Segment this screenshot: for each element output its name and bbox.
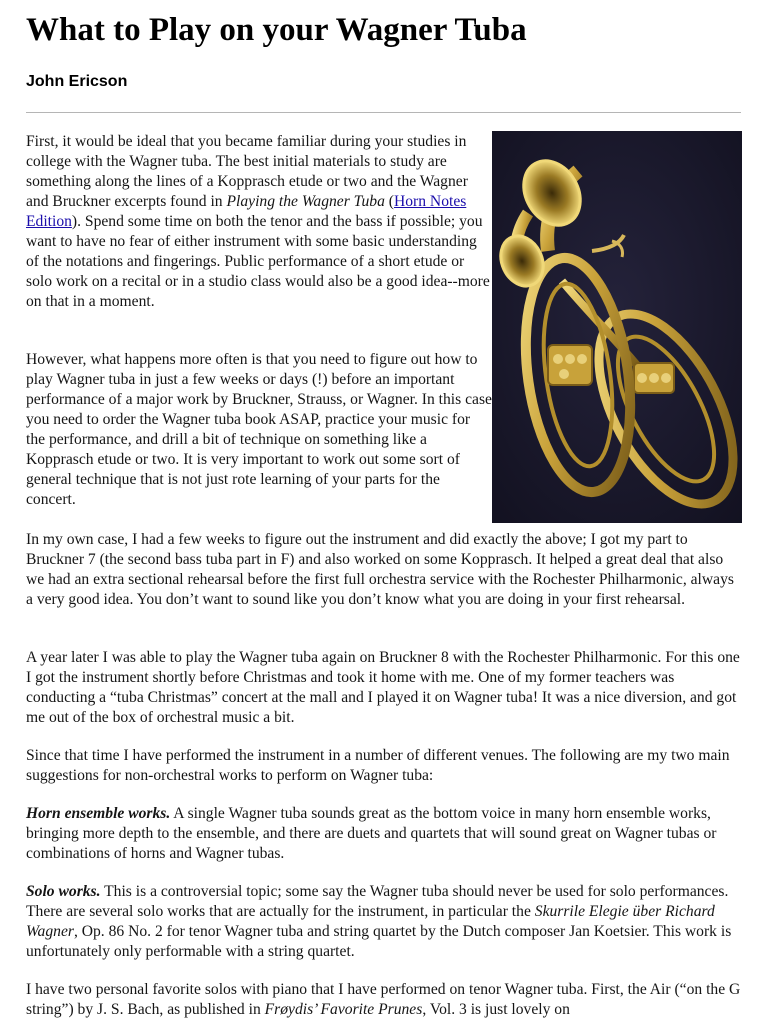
paragraph-intro-text: First, it would be ideal that you became familiar during your studies in college with the Wagner tuba. The best initial materials to study are something along the lines of a Kopprasch etude or two and the Wagner and Bruckner excerpts found in	[26, 133, 468, 210]
paragraph-intro	[26, 132, 492, 312]
book-title-froydis-favorite-prunes: Frøydis’ Favorite Prunes	[264, 1001, 423, 1018]
paragraph-year-later: A year later I was able to play the Wagner tuba again on Bruckner 8 with the Rochester Philharmonic. For this one I got the instrument shortly before Christmas and took it home with me. One of my former teachers was conducting a “tuba Christmas” concert at the mall and I played it on Wagner tuba! It was a nice diversion, and got me out of the box of orchestral music a bit.	[26, 649, 740, 726]
article-title: What to Play on your Wagner Tuba	[26, 12, 527, 48]
horn-ensemble-text: A single Wagner tuba sounds great as the bottom voice in many horn ensemble works, bringing more depth to the ensemble, and there are duets and quartets that will sound great on Wagner tubas or combinations of horns and Wagner tubas.	[26, 805, 717, 862]
solo-works-heading: Solo works.	[26, 883, 101, 900]
paragraph-short-notice: However, what happens more often is that you need to figure out how to play Wagner tuba in just a few weeks or days (!) before an important performance of a major work by Bruckner, Strauss, or Wagner. In this case you need to order the Wagner tuba book ASAP, practice your music for the performance, and drill a bit of technique on something like a Kopprasch etude or two. It is very important to work out some sort of general technique that is not just rote learning of your parts for the concert.	[26, 351, 492, 508]
horn-ensemble-heading: Horn ensemble works.	[26, 805, 171, 822]
solo-works-text-2: , Op. 86 No. 2 for tenor Wagner tuba and string quartet by the Dutch composer Jan Koetsier. This work is unfortunately only performable with a string quartet.	[26, 923, 732, 960]
horn-notes-edition-link[interactable]: Horn Notes Edition	[26, 193, 467, 230]
paragraph-own-case: In my own case, I had a few weeks to figure out the instrument and did exactly the above; I got my part to Bruckner 7 (the second bass tuba part in F) and also worked on some Kopprasch. It helped a great deal that also we had an extra sectional rehearsal before the first full orchestra service with the Rochester Philharmonic, always a very good idea. You don’t want to sound like you don’t know what you are doing in your first rehearsal.	[26, 531, 734, 608]
paragraph-suggestions-intro: Since that time I have performed the instrument in a number of different venues. The following are my two main suggestions for non-orchestral works to perform on Wagner tuba:	[26, 747, 730, 784]
paragraph-horn-ensemble	[26, 804, 744, 864]
header-divider	[26, 112, 741, 113]
article-author: John Ericson	[26, 73, 128, 90]
work-title-skurrile-elegie: Skurrile Elegie über Richard Wagner	[26, 903, 715, 940]
paragraph-favorite-solos	[26, 980, 744, 1020]
favorite-solos-text: I have two personal favorite solos with piano that I have performed on tenor Wagner tuba. First, the Air (“on the G string”) by J. S. Bach, as published in	[26, 981, 741, 1018]
wagner-tubas-photo	[492, 131, 742, 523]
wagner-tubas-illustration	[492, 131, 742, 523]
book-title-playing-the-wagner-tuba: Playing the Wagner Tuba	[226, 193, 385, 210]
paragraph-intro-text-3: ). Spend some time on both the tenor and the bass if possible; you want to have no fear of either instrument with some basic understanding of the notations and fingerings. Public performance of a short etude or solo work on a recital or in a studio class would also be a good idea--more on that in a moment.	[26, 213, 490, 310]
solo-works-text: This is a controversial topic; some say the Wagner tuba should never be used for solo performances. There are several solo works that are actually for the instrument, in particular the	[26, 883, 729, 920]
favorite-solos-text-2: , Vol. 3 is just lovely on	[422, 1001, 570, 1018]
paragraph-solo-works	[26, 882, 744, 962]
paragraph-intro-text-2: (	[384, 193, 394, 210]
